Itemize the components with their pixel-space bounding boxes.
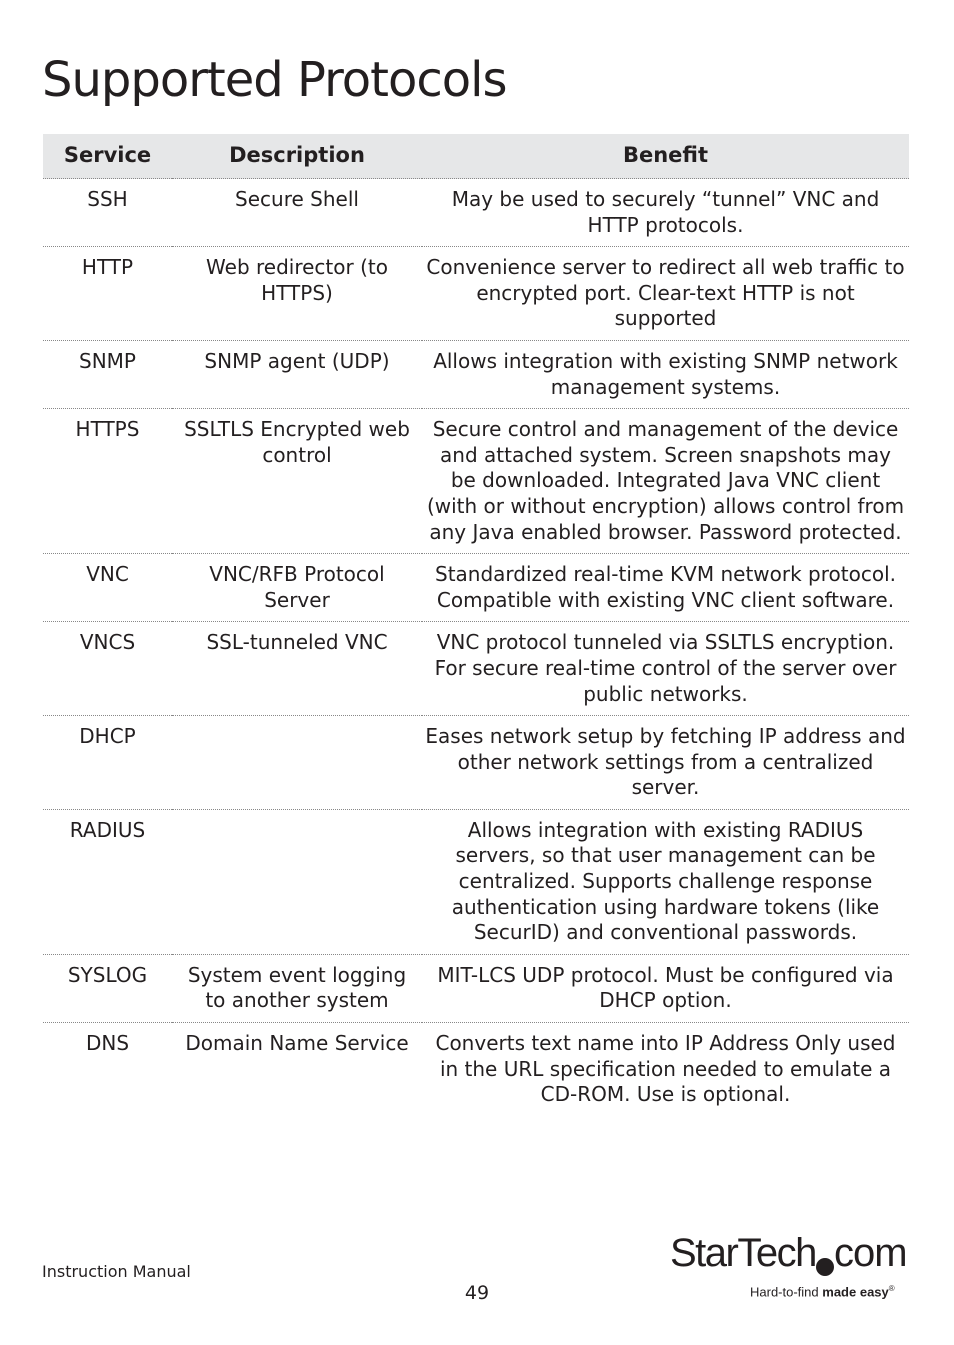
cell-service: DHCP bbox=[43, 716, 172, 810]
table-row bbox=[43, 1023, 909, 1116]
protocols-table bbox=[43, 134, 909, 1116]
logo-tagline-light: Hard-to-find bbox=[750, 1284, 819, 1300]
table-row bbox=[43, 716, 909, 810]
page-title: Supported Protocols bbox=[42, 52, 507, 108]
cell-service: RADIUS bbox=[43, 809, 172, 954]
header-service: Service bbox=[43, 134, 172, 179]
cell-service: HTTP bbox=[43, 247, 172, 341]
cell-description: VNC/RFB Protocol Server bbox=[172, 554, 422, 622]
cell-service: VNCS bbox=[43, 622, 172, 716]
header-benefit: Benefit bbox=[422, 134, 909, 179]
logo-suffix: com bbox=[834, 1231, 907, 1275]
table-row bbox=[43, 622, 909, 716]
cell-service: DNS bbox=[85, 1031, 130, 1056]
table-body bbox=[43, 179, 909, 1116]
cell-service: SNMP bbox=[43, 340, 172, 408]
logo-dot-icon bbox=[816, 1258, 834, 1276]
cell-benefit: Secure control and management of the device and attached system. Screen snapshots may be downloaded. Integrated Java VNC client (with or without encryption) allows control from any Java enabled browser. Password protected. bbox=[422, 409, 909, 554]
cell-description: System event logging to another system bbox=[172, 954, 422, 1022]
logo-tagline bbox=[750, 1284, 895, 1299]
logo-tagline-bold: made easy bbox=[822, 1284, 889, 1300]
cell-service: SYSLOG bbox=[43, 954, 172, 1022]
table-row bbox=[43, 554, 909, 622]
table-row bbox=[43, 247, 909, 341]
cell-service: SSH bbox=[43, 179, 172, 247]
cell-description: SSL-tunneled VNC bbox=[172, 622, 422, 716]
cell-benefit: Eases network setup by fetching IP address and other network settings from a centralized server. bbox=[422, 716, 909, 810]
cell-service: VNC bbox=[43, 554, 172, 622]
cell-benefit: MIT-LCS UDP protocol. Must be configured via DHCP option. bbox=[422, 954, 909, 1022]
logo-brand: StarTech bbox=[670, 1231, 816, 1275]
table-header bbox=[43, 134, 909, 179]
cell-benefit: May be used to securely “tunnel” VNC and HTTP protocols. bbox=[422, 179, 909, 247]
table-row bbox=[43, 409, 909, 554]
cell-description: Secure Shell bbox=[172, 179, 422, 247]
cell-service: HTTPS bbox=[43, 409, 172, 554]
table-header-row bbox=[43, 134, 909, 179]
page-number: 49 bbox=[464, 1282, 490, 1304]
footer-label: Instruction Manual bbox=[42, 1262, 191, 1281]
cell-benefit: Allows integration with existing RADIUS servers, so that user management can be centralized. Supports challenge response authentication using hardware tokens (like SecurID) and conventional passwords. bbox=[422, 809, 909, 954]
startech-logo bbox=[670, 1228, 910, 1308]
table-row bbox=[43, 809, 909, 954]
cell-description: SNMP agent (UDP) bbox=[172, 340, 422, 408]
table-row bbox=[43, 179, 909, 247]
cell-description bbox=[172, 809, 422, 954]
cell-description bbox=[172, 716, 422, 810]
table-row bbox=[43, 954, 909, 1022]
cell-description: Domain Name Service bbox=[185, 1031, 409, 1056]
cell-description: Web redirector (to HTTPS) bbox=[172, 247, 422, 341]
cell-benefit: Convenience server to redirect all web traffic to encrypted port. Clear-text HTTP is not supported bbox=[422, 247, 909, 341]
cell-benefit: Standardized real-time KVM network protocol. Compatible with existing VNC client software. bbox=[422, 554, 909, 622]
cell-benefit: Allows integration with existing SNMP network management systems. bbox=[422, 340, 909, 408]
cell-benefit: Converts text name into IP Address Only used in the URL specification needed to emulate a CD-ROM. Use is optional. bbox=[435, 1031, 896, 1107]
table-row bbox=[43, 340, 909, 408]
registered-mark: ® bbox=[888, 1284, 895, 1293]
cell-description: SSLTLS Encrypted web control bbox=[172, 409, 422, 554]
cell-benefit: VNC protocol tunneled via SSLTLS encryption. For secure real-time control of the server over public networks. bbox=[422, 622, 909, 716]
header-description: Description bbox=[172, 134, 422, 179]
